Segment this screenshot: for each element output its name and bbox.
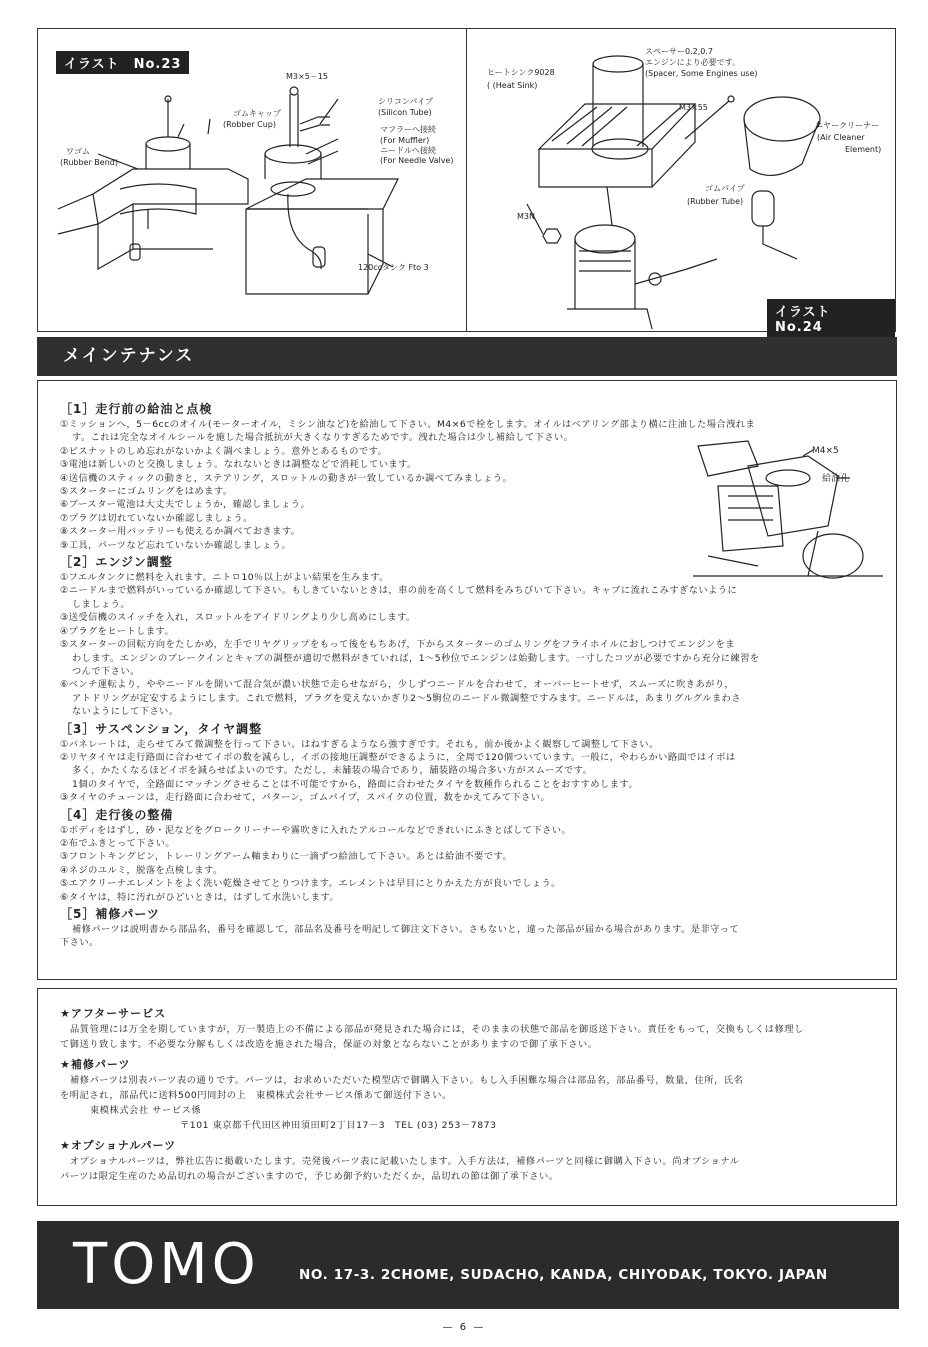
section-5-line: 補修パーツは説明書から部品名，番号を確認して，部品名及番号を明記して御注文下さい。さもないと，違った部品が届かる場合があります。是非守って <box>72 924 740 935</box>
page-number: — 6 — <box>442 1322 486 1333</box>
optional-parts-heading: ★オプショナルパーツ <box>60 1139 177 1152</box>
label-rubber-tube-en: (Rubber Tube) <box>687 197 744 206</box>
section-2-line: ないようにして下さい。 <box>72 706 179 718</box>
label-rubber-band-en: (Rubber Bend) <box>60 158 118 167</box>
repair-parts-line: を明記され，部品代に送料500円同封の上 東模株式会社サービス係あて御送付下さい。 <box>60 1090 452 1101</box>
section-2-line: ⑤スターターの回転方向をたしかめ，左手でリヤグリップをもって後をもちあげ，下からスターターのゴムリングをフライホイルにおしつけてエンジンをま <box>60 639 735 651</box>
section-2-line: ③送受信機のスイッチを入れ，スロットルをアイドリングより少し高めにします。 <box>60 612 416 624</box>
section-4-line: ②布でふきとって下さい。 <box>60 837 176 849</box>
illustration-23-tag: イラスト No.23 <box>56 51 189 74</box>
label-needle-jp: ニードルへ接続 <box>380 146 436 155</box>
label-rubber-cap-jp: ゴムキャップ <box>233 109 281 118</box>
section-1-line: ③電池は新しいのと交換しましょう。なれないときは調整などで消耗しています。 <box>60 459 417 471</box>
inset-label-m4x5: M4×5 <box>812 446 839 456</box>
label-silicon-jp: シリコンパイプ <box>378 97 434 106</box>
inset-label-oil-hole: 給油孔 <box>822 474 850 484</box>
service-company-address: 〒101 東京都千代田区神田須田町2丁目17－3 TEL (03) 253－7873 <box>180 1120 497 1131</box>
section-4-line: ①ボディをはずし，砂・泥などをグロークリーナーや霧吹きに入れたアルコールなどできれいにふきとばして下さい。 <box>60 824 572 836</box>
section-4-heading: ［4］走行後の整備 <box>60 807 174 822</box>
section-2-line: ⑥ベンチ運転より，ややニードルを開いて混合気が濃い状態で走らせながら，少しずつニードルを合わせて，オーバーヒートせず，スムーズに吹きあがり， <box>60 679 735 691</box>
section-2-body <box>60 571 885 718</box>
section-1-line: ①ミッションへ，5－6ccのオイル(モーターオイル，ミシン油など)を給油して下さい。M4×6で栓をします。オイルはベアリング部より横に注油した場合洩れま <box>60 419 756 430</box>
after-service-heading: ★アフターサービス <box>60 1007 167 1020</box>
label-spacer-3: (Spacer, Some Engines use) <box>645 69 758 78</box>
section-2-line: つんで下さい。 <box>72 665 140 677</box>
section-1-line: ②ビスナットのしめ忘れがないかよく調べましょう。意外とあるものです。 <box>60 445 388 457</box>
label-silicon-en: (Silicon Tube) <box>378 108 432 117</box>
tomo-logo: TOMO <box>73 1232 260 1297</box>
section-1-line: ⑨工具，パーツなど忘れていないか確認しましょう。 <box>60 539 292 551</box>
label-muffler-en: (For Muffler) <box>380 136 430 145</box>
section-2-line: しましょう。 <box>72 598 131 610</box>
section-4-line: ⑥タイヤは，特に汚れがひどいときは，はずして水洗いします。 <box>60 891 340 903</box>
section-5-body <box>60 923 885 950</box>
illustration-24-tag: イラスト No.24 <box>767 299 895 337</box>
optional-parts-line: オプショナルパーツは，弊社広告に掲載いたします。売発後パーツ表に記載いたします。入手方法は，補修パーツと同様に御購入下さい。尚オプショナル <box>70 1156 740 1167</box>
maintenance-content <box>60 399 885 950</box>
section-1-heading: ［1］走行前の給油と点検 <box>60 402 213 416</box>
section-1-line: ⑤スターターにゴムリングをはめます。 <box>60 486 233 498</box>
section-2-line: ④プラグをヒートします。 <box>60 625 175 637</box>
section-2-heading: ［2］エンジン調整 <box>60 555 173 570</box>
label-needle-en: (For Needle Valve) <box>380 156 454 165</box>
section-3-line: ③タイヤのチューンは，走行路面に合わせて，パターン，ゴムパイプ，スパイクの位置，数をかえてみて下さい。 <box>60 792 551 804</box>
section-3-body <box>60 738 885 805</box>
label-screw-m3: M3×5－15 <box>286 72 328 81</box>
after-service-line: 品質管理には万全を期していますが，万一製造上の不備による部品が発見された場合には，そのままの状態で部品を御返送下さい。責任をもって，交換もしくは修理し <box>70 1024 804 1035</box>
section-4-line: ⑤エアクリーナエレメントをよく洗い乾燥させてとりつけます。エレメントは早目にとりかえた方が良いでしょう。 <box>60 878 561 890</box>
maintenance-section <box>37 380 897 980</box>
maintenance-banner: メインテナンス <box>37 337 897 376</box>
label-muffler-jp: マフラーへ接続 <box>380 125 436 134</box>
section-1-line: ⑧スターター用バッテリーも使えるか調べておきます。 <box>60 526 301 538</box>
section-2-line: アトドリングが定安するようにします。これで燃料，プラグを変えないかぎり2～5駒位のニードル微調整ですみます。ニードルは，あまりグルグルまわさ <box>72 692 742 704</box>
illustration-23-panel <box>37 28 467 332</box>
section-4-line: ③フロントキングピン，トレーリングアーム軸まわりに一滴ずつ給油して下さい。あとは給油不要です。 <box>60 851 513 863</box>
repair-parts-line: 補修パーツは別表パーツ表の通りです。パーツは，お求めいただいた模型店で御購入下さい。もし入手困難な場合は部品名，部品番号，数量，住所，氏名 <box>70 1075 744 1086</box>
section-3-heading: ［3］サスペンション，タイヤ調整 <box>60 721 263 736</box>
service-company-name: 東模株式会社 サービス係 <box>90 1105 202 1116</box>
service-content <box>60 1001 880 1184</box>
label-tank: 120ccタンク Fto 3 <box>358 263 429 272</box>
fuel-tank-diagram <box>38 29 466 329</box>
section-3-line: 多く，かたくなるほどイボを減らせばよいのです。ただし，未舗装の場合であり，舗装路の場合多い方がスムーズです。 <box>72 765 593 777</box>
label-rubber-cap-en: (Robber Cup) <box>223 120 276 129</box>
label-heatsink-en: ( (Heat Sink) <box>487 81 538 90</box>
section-3-line: ②リヤタイヤは走行路面に合わせてイボの数を減らし，イボの接地圧調整ができるように，全周で120個ついています。一般に，やわらかい路面ではイボは <box>60 751 736 763</box>
label-screw-m3x55: M3×55 <box>679 103 708 112</box>
footer-banner <box>37 1221 899 1309</box>
label-rubber-tube-jp: ゴムパイプ <box>705 184 745 193</box>
section-3-line: ①バネレートは，走らせてみて微調整を行って下さい。はねすぎるようなら強すぎです。それも，前か後かよく観察して調整して下さい。 <box>60 738 659 750</box>
section-4-line: ④ネジのユルミ，脱落を点検します。 <box>60 864 223 876</box>
after-service-line: て御送り致します。不必要な分解もしくは改造を施された場合，保証の対象とならないことがありますので御了承下さい。 <box>60 1039 598 1050</box>
company-address: NO. 17-3. 2CHOME, SUDACHO, KANDA, CHIYODAK, TOKYO. JAPAN <box>299 1267 828 1283</box>
section-1-line: す。これは完全なオイルシールを施した場合抵抗が大きくなりすぎるためです。洩れた場合は少し補給して下さい。 <box>72 432 574 444</box>
section-1-line: ⑦プラグは切れていないか確認しましょう。 <box>60 512 253 524</box>
label-cleaner-en1: (Air Cleaner <box>817 133 865 142</box>
label-heatsink-jp: ヒートシンク9028 <box>487 68 555 77</box>
label-cleaner-jp: エヤークリーナー <box>815 121 879 130</box>
label-rubber-band-jp: ワゴム <box>66 147 90 156</box>
section-3-line: 1個のタイヤで，全路面にマッチングさせることは不可能ですから，路面に合わせたタイヤを数種作られることをおすすめします。 <box>72 778 639 790</box>
label-cleaner-en2: Element) <box>845 145 882 154</box>
label-nut-m3n: M3N <box>517 212 535 221</box>
repair-parts-heading: ★補修パーツ <box>60 1058 131 1071</box>
section-5-line: 下さい。 <box>60 937 99 949</box>
label-spacer-1: スペーサー0.2,0.7 <box>645 47 713 56</box>
section-1-line: ⑥ブースター電池は大丈夫でしょうか，確認しましょう。 <box>60 499 311 511</box>
section-2-line: わします。エンジンのブレークインとキャブの調整が適切で燃料がきていれば，1～5秒位でエンジンは始動します。一寸したコツが必要ですから充分に練習を <box>72 652 760 664</box>
section-2-line: ①フエルタンクに燃料を入れます。ニトロ10％以上がよい結果を生みます。 <box>60 572 389 584</box>
section-2-line: ②ニードルまで燃料がいっているか確認して下さい。もしきていないときは，車の前を高くして燃料をみちびいて下さい。キャブに流れこみすぎないように <box>60 585 738 597</box>
section-4-body <box>60 824 885 904</box>
optional-parts-line: パーツは限定生産のため品切れの場合がございますので，予じめ御予約いただくか，品切れの節は御了承下さい。 <box>60 1171 559 1182</box>
section-1-body <box>60 418 885 552</box>
label-spacer-2: エンジンにより必要です。 <box>645 58 740 67</box>
illustration-24-panel <box>466 28 896 335</box>
section-1-line: ④送信機のスティックの動きと，ステアリング，スロットルの動きが一致しているか調べてみましょう。 <box>60 472 513 484</box>
section-5-heading: ［5］補修パーツ <box>60 907 160 921</box>
service-section <box>37 988 897 1206</box>
